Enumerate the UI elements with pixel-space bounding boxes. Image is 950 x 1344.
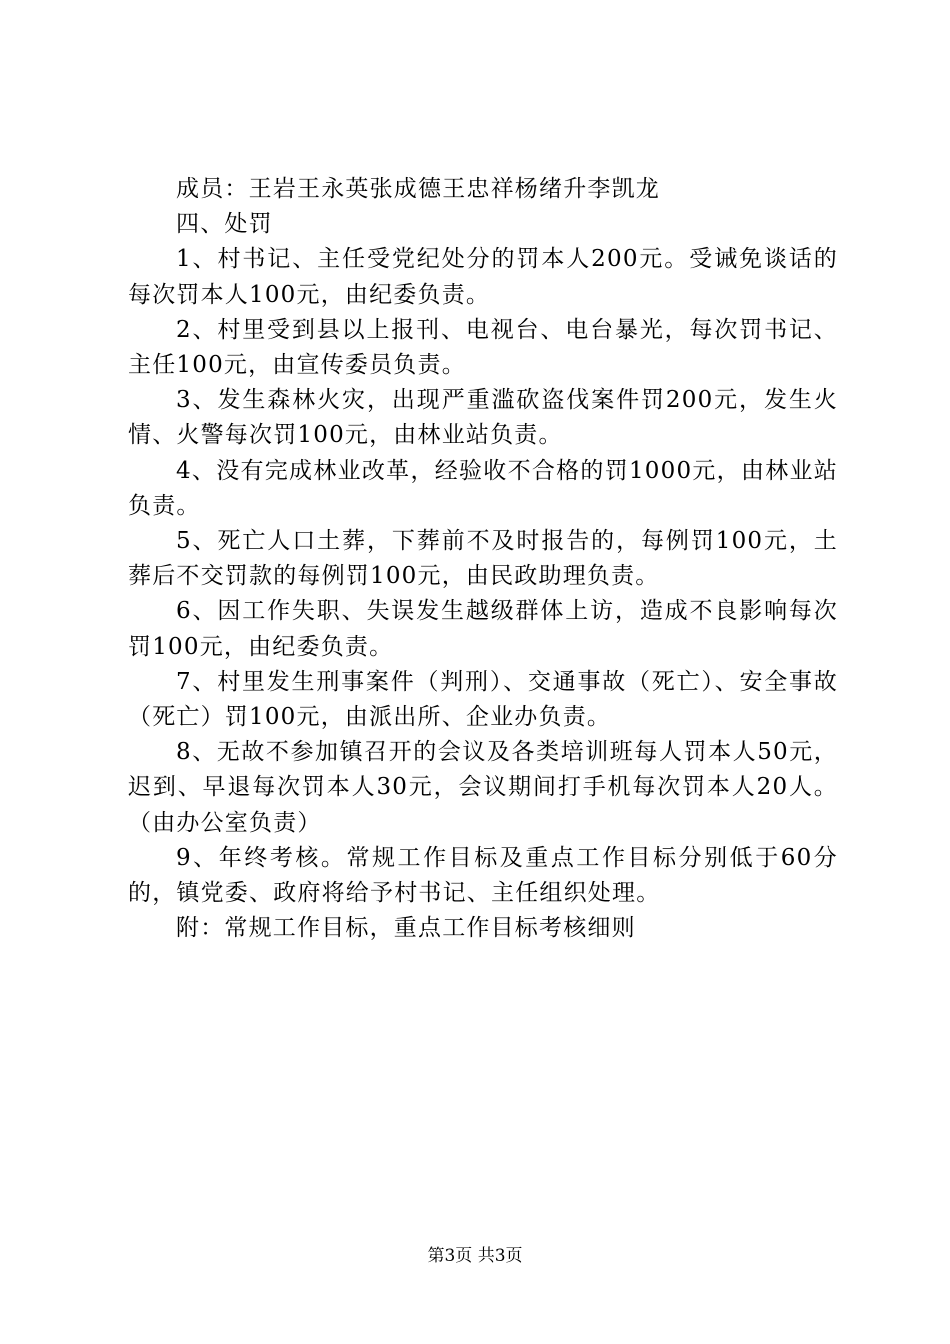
paragraph-members: 成员：王岩王永英张成德王忠祥杨绪升李凯龙 [176, 176, 660, 202]
paragraph-penalty-9: 9、年终考核。常规工作目标及重点工作目标分别低于60分的，镇党委、政府将给予村书记、主任组织处理。 [128, 844, 838, 907]
page-number-label: 第3页 共3页 [427, 1246, 523, 1266]
section-heading-penalties: 四、处罚 [176, 211, 273, 238]
page-footer [0, 1245, 950, 1267]
paragraph-penalty-1: 1、村书记、主任受党纪处分的罚本人200元。受诫免谈话的每次罚本人100元，由纪委负责。 [128, 246, 838, 308]
paragraph-penalty-8: 8、无故不参加镇召开的会议及各类培训班每人罚本人50元，迟到、早退每次罚本人30元，会议期间打手机每次罚本人20人。（由办公室负责） [128, 739, 838, 836]
document-body [128, 172, 838, 946]
paragraph-penalty-6: 6、因工作失职、失误发生越级群体上访，造成不良影响每次罚100元，由纪委负责。 [128, 598, 838, 660]
paragraph-penalty-5: 5、死亡人口土葬，下葬前不及时报告的，每例罚100元，土葬后不交罚款的每例罚100元，由民政助理负责。 [128, 528, 838, 590]
paragraph-penalty-2: 2、村里受到县以上报刊、电视台、电台暴光，每次罚书记、主任100元，由宣传委员负责。 [128, 316, 838, 379]
paragraph-penalty-3: 3、发生森林火灾，出现严重滥砍盗伐案件罚200元，发生火情、火警每次罚100元，由林业站负责。 [128, 387, 838, 449]
paragraph-penalty-7: 7、村里发生刑事案件（判刑）、交通事故（死亡）、安全事故（死亡）罚100元，由派出所、企业办负责。 [128, 668, 838, 731]
paragraph-penalty-4: 4、没有完成林业改革，经验收不合格的罚1000元，由林业站负责。 [128, 457, 838, 519]
paragraph-appendix: 附：常规工作目标，重点工作目标考核细则 [176, 915, 636, 942]
